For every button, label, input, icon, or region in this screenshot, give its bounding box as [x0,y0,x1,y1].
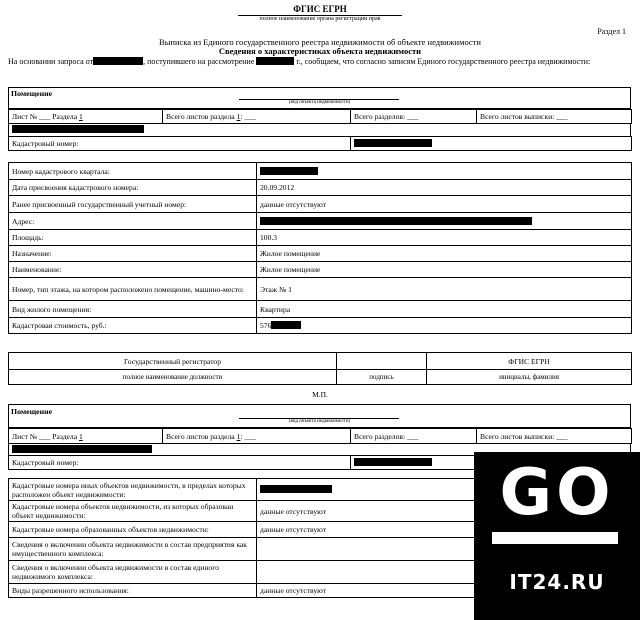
detail-value-text: Жилое помещение [260,265,321,274]
detail-label: Номер кадастрового квартала: [9,163,257,180]
object-details-table [8,162,632,334]
cadastral-number-label: Кадастровый номер: [9,137,351,151]
detail-value-text: данные отсутствуют [260,525,327,534]
detail-value [257,213,632,230]
object-kind-caption: (вид объекта недвижимости) [288,100,351,105]
detail-value-text: 576 [260,321,272,330]
position-caption: полное наименование должности [9,370,337,385]
detail-row [9,163,632,180]
go-it24-logo [474,452,640,620]
sheet-number-cell: Лист № ___ Раздела 1 [9,110,163,124]
redaction [271,321,301,329]
sheets-total-cell: Всего листов выписки: ___ [477,110,632,124]
redacted-row [8,123,631,136]
redaction [256,57,294,65]
detail-row [9,213,632,230]
intro-text-2: , поступившего на рассмотрение [143,57,255,66]
detail-row [9,196,632,213]
sheet-info-table [8,109,632,124]
detail-value [257,196,632,213]
detail-value [257,278,632,301]
section-label: Раздел 1 [597,27,626,36]
sections-total-cell: Всего разделов: ___ [351,429,477,444]
detail-value [257,180,632,196]
redaction [260,167,318,175]
registry-subtitle: полное наименование органа регистрации прав [259,16,381,22]
sheet-number-cell: Лист № ___ Раздела 1 [9,429,163,444]
detail-label: Номер, тип этажа, на котором расположено помещение, машино-место: [9,278,257,301]
redaction [260,485,332,493]
redaction [354,458,432,466]
detail-label: Сведения о включении объекта недвижимости в состав единого недвижимого комплекса: [9,561,257,584]
detail-label: Дата присвоения кадастрового номера: [9,180,257,196]
signature-table [8,352,632,385]
redaction [260,217,532,225]
detail-value [257,230,632,246]
detail-value [257,318,632,334]
registrar-org: ФГИС ЕГРН [427,353,632,370]
signature-caption: подпись [337,370,427,385]
document-subtitle: Сведения о характеристиках объекта недвижимости [218,46,422,56]
detail-row [9,278,632,301]
detail-value [257,163,632,180]
stamp-place: М.П. [312,390,328,399]
detail-label: Площадь: [9,230,257,246]
detail-value-text: данные отсутствуют [260,586,327,595]
sheets-in-section-cell: Всего листов раздела 1: ___ [163,110,351,124]
detail-label: Назначение: [9,246,257,262]
object-kind-heading: Помещение [11,89,53,98]
sections-total-cell: Всего разделов: ___ [351,110,477,124]
detail-label: Виды разрешенного использования: [9,584,257,598]
redaction [93,57,143,65]
detail-row [9,180,632,196]
detail-label: Наименование: [9,262,257,278]
redaction [354,139,432,147]
intro-paragraph [8,56,623,67]
detail-value-text: Этаж № 1 [260,284,292,294]
sheets-in-section-cell: Всего листов раздела 1: ___ [163,429,351,444]
object-kind-box-2 [8,404,631,428]
cadastral-number-value [351,137,632,151]
name-caption: инициалы, фамилия [427,370,632,385]
detail-value [257,246,632,262]
detail-label: Сведения о включении объекта недвижимости в состав предприятия как имущественного комплекса: [9,538,257,561]
detail-value-text: данные отсутствуют [260,506,327,516]
detail-row [9,246,632,262]
detail-label: Кадастровые номера объектов недвижимости, из которых образован объект недвижимости: [9,501,257,522]
cadastral-number-label-2: Кадастровый номер: [9,456,351,470]
detail-value [257,262,632,278]
detail-label: Кадастровые номера образованных объектов недвижимости: [9,522,257,538]
detail-value-text: 100.3 [260,233,278,242]
detail-label: Ранее присвоенный государственный учетный номер: [9,196,257,213]
detail-label: Адрес: [9,213,257,230]
detail-value-text: Квартира [260,304,291,314]
detail-label: Вид жилого помещения: [9,301,257,318]
logo-site-text: IT24.RU [509,570,605,594]
detail-label: Кадастровая стоимость, руб.: [9,318,257,334]
object-kind-heading-2: Помещение [11,407,53,416]
caption-rule [239,99,399,100]
object-kind-box [8,87,631,109]
redaction [12,125,144,133]
sheets-total-cell: Всего листов выписки: ___ [477,429,632,444]
detail-row [9,301,632,318]
registry-title: ФГИС ЕГРН [293,4,347,14]
detail-label: Кадастровые номера иных объектов недвижимости, в пределах которых расположен объект недвижимости: [9,479,257,501]
redaction [12,445,152,453]
signature-space [337,353,427,370]
cadastral-number-table [8,136,632,151]
detail-row [9,318,632,334]
detail-row [9,230,632,246]
caption-rule [239,418,399,419]
logo-bar [492,532,618,544]
intro-text-3: г., сообщаем, что согласно записям Единого государственного реестра недвижимости: [296,57,591,66]
intro-text-1: На основании запроса от [8,57,94,66]
object-kind-caption-2: (вид объекта недвижимости) [288,419,351,424]
detail-value-text: Жилое помещение [260,249,321,258]
sheet-info-table-2 [8,428,632,444]
logo-go-text: GO [499,456,615,530]
registrar-position: Государственный регистратор [9,353,337,370]
document-title: Выписка из Единого государственного реестра недвижимости об объекте недвижимости [159,37,481,47]
detail-value-text: 20.09.2012 [260,183,295,192]
detail-value-text: данные отсутствуют [260,199,327,209]
detail-value [257,301,632,318]
detail-row [9,262,632,278]
